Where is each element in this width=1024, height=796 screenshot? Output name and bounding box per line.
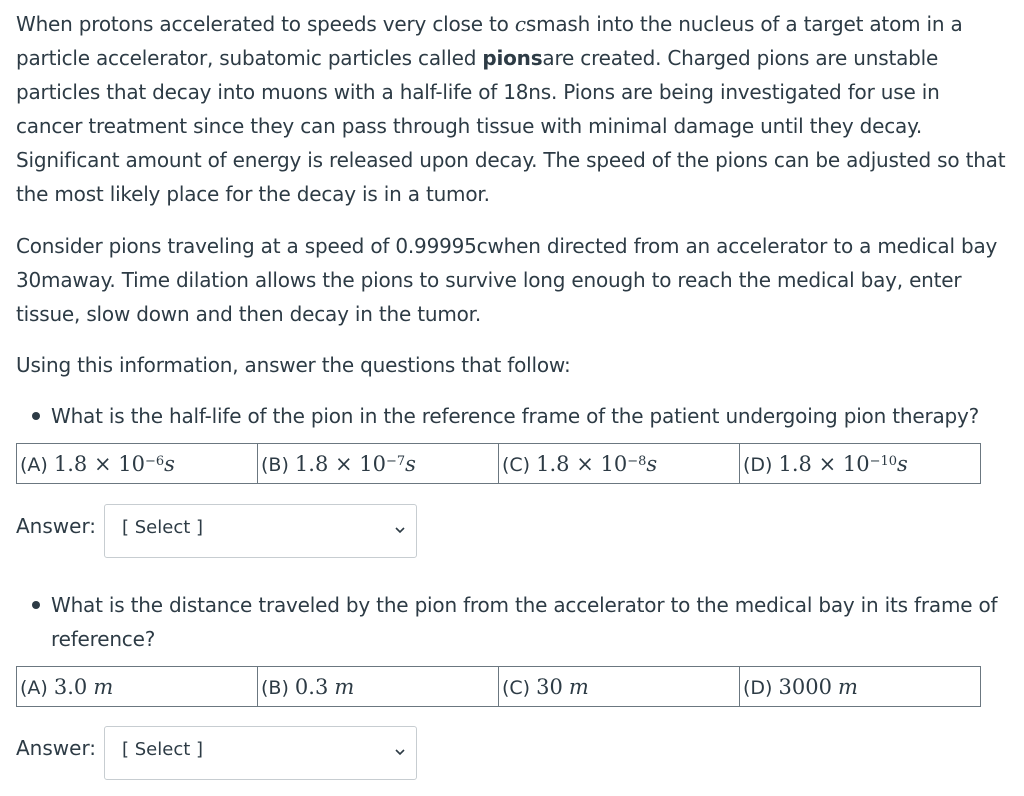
option-d: (D) 3000 m	[740, 667, 981, 707]
option-a: (A) $1.8 \times 10^{-6}s$	[17, 444, 258, 484]
question-1-text: What is the half-life of the pion in the reference frame of the patient undergoing pion therapy?	[51, 404, 980, 428]
answer-2-select[interactable]	[104, 726, 417, 780]
question-2	[0, 588, 1024, 656]
question-2-options	[16, 666, 981, 707]
pions-term: pions	[482, 46, 543, 70]
bullet-icon	[32, 601, 40, 609]
option-d: (D) $1.8 \times 10^{-10}s$	[740, 444, 981, 484]
answer-label: Answer:	[16, 514, 97, 538]
answer-2-row	[16, 726, 436, 780]
option-b: (B) $1.8 \times 10^{-7}s$	[258, 444, 499, 484]
answer-label: Answer:	[16, 736, 97, 760]
option-c: (C) $1.8 \times 10^{-8}s$	[499, 444, 740, 484]
select-value: [ Select ]	[122, 739, 204, 760]
intro-text: smash into the nucleus of a target atom in a particle accelerator, subatomic particles called	[16, 12, 963, 70]
intro-paragraph-2: Consider pions traveling at a speed of 0.99995cwhen directed from an accelerator to a medical bay 30maway. Time dilation allows the pions to survive long enough to reach the medical bay, enter tissue, slow down and then decay in the tumor.	[16, 234, 998, 326]
speed-of-light-symbol: c	[514, 12, 526, 36]
answer-1-select[interactable]	[104, 504, 417, 558]
question-2-text: What is the distance traveled by the pion from the accelerator to the medical bay in its frame of reference?	[51, 593, 998, 651]
intro-paragraph-1	[16, 7, 1006, 211]
intro-text: are created. Charged pions are unstable particles that decay into muons with a half-life of 18ns. Pions are being investigated for use in cancer treatment since they can pass through tissue with minimal damage until they decay. Significant amount of energy is released upon decay. The speed of the pions can be adjusted so that the most likely place for the decay is in a tumor.	[16, 46, 1006, 206]
option-b: (B) 0.3 m	[258, 667, 499, 707]
bullet-icon	[32, 412, 40, 420]
chevron-down-icon	[394, 746, 406, 758]
question-1	[0, 399, 1024, 433]
select-value: [ Select ]	[122, 517, 204, 538]
intro-text: When protons accelerated to speeds very close to	[16, 12, 515, 36]
answer-1-row	[16, 504, 436, 558]
option-c: (C) 30 m	[499, 667, 740, 707]
option-a: (A) 3.0 m	[17, 667, 258, 707]
chevron-down-icon	[394, 524, 406, 536]
question-1-options	[16, 443, 981, 484]
instructions: Using this information, answer the questions that follow:	[16, 353, 571, 377]
